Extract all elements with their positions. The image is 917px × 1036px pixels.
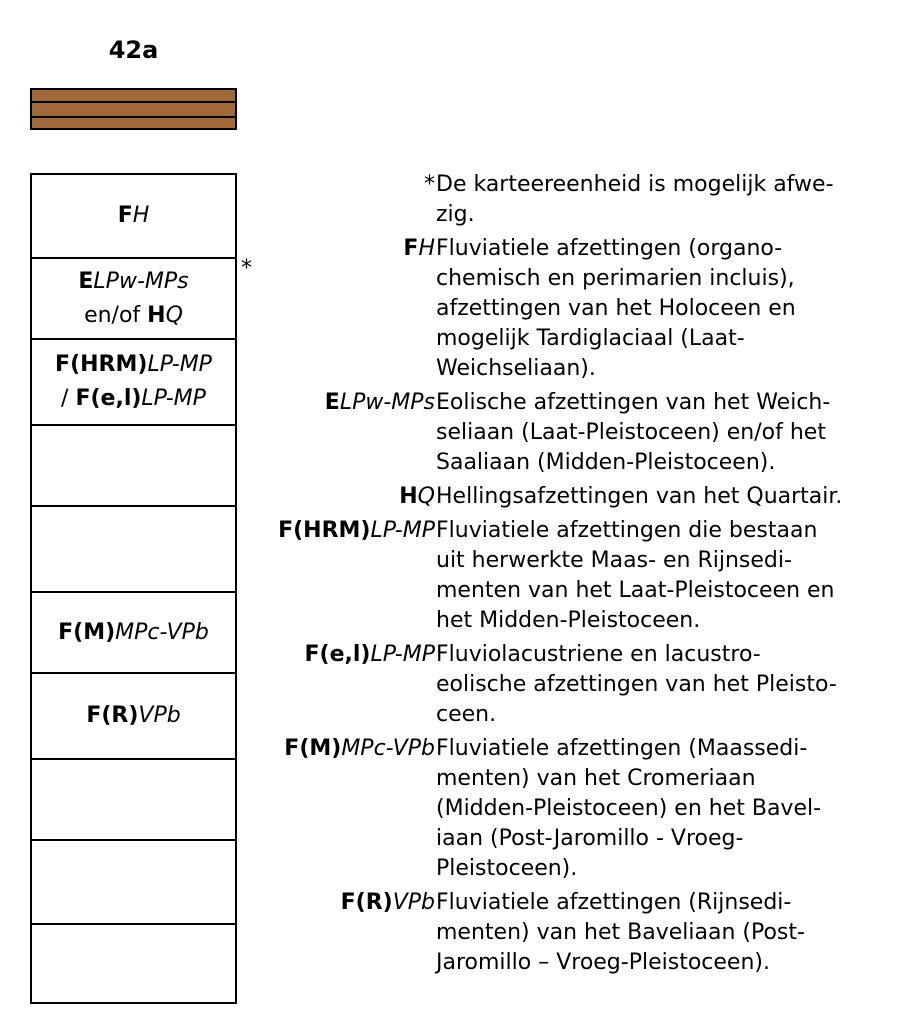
legend-code-part: F(R) <box>340 890 393 915</box>
legend-code-part: F(e,l) <box>304 642 371 667</box>
legend-description-line: Fluviatiele afzettingen (Rijnsedi- <box>436 890 792 915</box>
legend-description-line: menten) van het Cromeriaan <box>436 766 756 791</box>
unit-label-part: F(HRM) <box>55 352 148 377</box>
legend-code-part: LP-MP <box>370 518 435 543</box>
legend-code-part: LP-MP <box>370 642 435 667</box>
legend-code-part: F(HRM) <box>278 518 371 543</box>
unit-label-part: Q <box>165 302 183 328</box>
unit-label-part: VPb <box>138 703 181 728</box>
legend-code-part: Q <box>417 484 435 509</box>
legend-description-line: Pleistoceen). <box>436 856 578 881</box>
legend-code <box>341 888 435 918</box>
legend-description-line: eolische afzettingen van het Pleisto- <box>436 672 837 697</box>
legend-description-line: De karteereenheid is mogelijk afwe- <box>436 172 834 197</box>
legend-description-line: Jaromillo – Vroeg-Pleistoceen). <box>436 950 770 975</box>
legend-description-line: het Midden-Pleistoceen. <box>436 608 701 633</box>
legend-code <box>403 234 435 264</box>
unit-label-part: E <box>78 268 94 294</box>
unit-label-part: H <box>147 302 166 328</box>
unit-label-part: LP-MP <box>141 386 206 411</box>
unit-label-part: / <box>61 386 76 411</box>
legend-description-line: menten van het Laat-Pleistoceen en <box>436 578 835 603</box>
legend-description-line: Saaliaan (Midden-Pleistoceen). <box>436 450 776 475</box>
legend-description-line: Eolische afzettingen van het Weich- <box>436 390 831 415</box>
legend-description-line: iaan (Post-Jaromillo - Vroeg- <box>436 826 744 851</box>
legend-description-line: Weichseliaan). <box>436 356 596 381</box>
legend-code <box>424 170 435 200</box>
legend-description-line: Hellingsafzettingen van het Quartair. <box>436 484 843 509</box>
legend-code-part: E <box>324 390 340 415</box>
legend-code <box>305 640 435 670</box>
legend-code <box>278 516 435 546</box>
unit-label-part: F(e,l) <box>75 386 142 411</box>
legend-description-line: afzettingen van het Holoceen en <box>436 296 796 321</box>
legend-description-line: menten) van het Baveliaan (Post- <box>436 920 805 945</box>
legend-description-line: Fluviolacustriene en lacustro- <box>436 642 761 667</box>
legend-description-line: mogelijk Tardiglaciaal (Laat- <box>436 326 745 351</box>
legend-code-part: H <box>418 236 435 261</box>
unit-label-part: F(R) <box>86 703 139 728</box>
profile-title: 42a <box>108 36 159 64</box>
legend-description-line: chemisch en perimarien incluis), <box>436 266 795 291</box>
legend-code-part: MPc-VPb <box>341 736 435 761</box>
legend-code-part: * <box>424 172 435 197</box>
legend-description-line: (Midden-Pleistoceen) en het Bavel- <box>436 796 822 821</box>
legend-description-line: Fluviatiele afzettingen (organo- <box>436 236 783 261</box>
legend-code <box>399 482 435 512</box>
legend-code <box>325 388 435 418</box>
legend-description-line: uit herwerkte Maas- en Rijnsedi- <box>436 548 792 573</box>
legend-code-part: LPw-MPs <box>339 390 435 415</box>
legend-description-line: ceen. <box>436 702 497 727</box>
note-marker: * <box>241 256 252 281</box>
legend-code-part: F <box>403 236 419 261</box>
unit-label-part: F(M) <box>58 619 116 645</box>
legend-description-line: seliaan (Laat-Pleistoceen) en/of het <box>436 420 826 445</box>
legend-description-line: Fluviatiele afzettingen (Maassedi- <box>436 736 808 761</box>
unit-label-part: LPw-MPs <box>93 268 189 294</box>
legend-code-part: VPb <box>392 890 435 915</box>
unit-label-part: MPc-VPb <box>115 619 209 645</box>
unit-label-part: H <box>132 203 150 228</box>
legend-description-line: zig. <box>436 202 475 227</box>
legend-code <box>284 734 435 764</box>
legend-code-part: F(M) <box>284 736 342 761</box>
legend-description-line: Fluviatiele afzettingen die bestaan <box>436 518 818 543</box>
legend-code-part: H <box>399 484 418 509</box>
unit-label-part: F <box>117 203 133 228</box>
unit-label-part: LP-MP <box>147 352 212 377</box>
unit-label-part: en/of <box>84 302 148 328</box>
